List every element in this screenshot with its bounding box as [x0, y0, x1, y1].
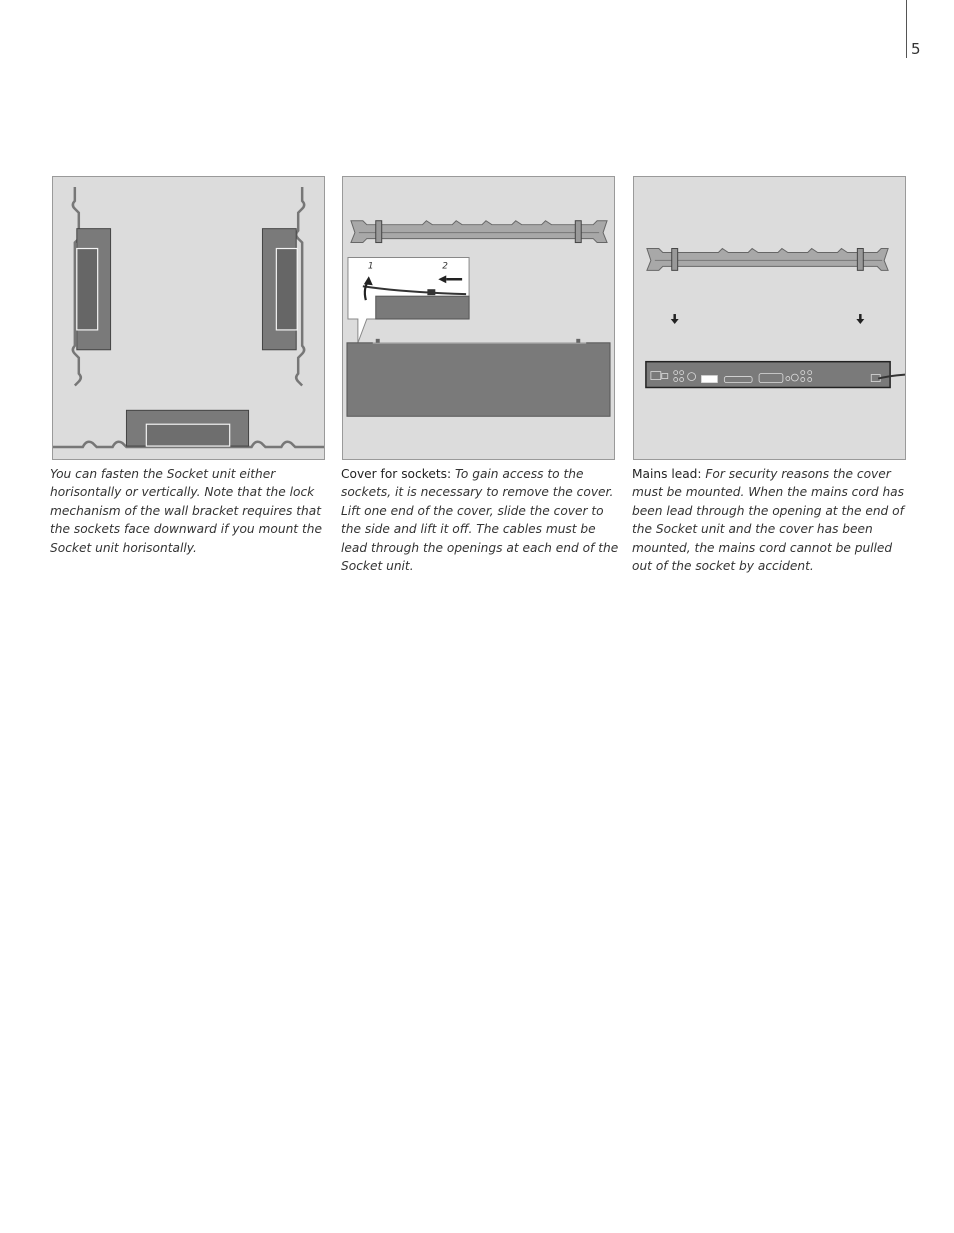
wall-bracket-rail — [351, 221, 607, 243]
step-label-1: 1 — [367, 261, 374, 272]
socket-unit-with-cover — [347, 343, 610, 416]
caption-body: For security reasons the cover must be mounted. When the mains cord has been lead through the opening at the end of the Socket unit and the cover has been mounted, the mains cord cannot be pulled out of the socket by accident. — [632, 467, 904, 574]
caption-cover — [341, 465, 621, 575]
caption-lead: Mains lead: — [632, 467, 702, 481]
socket-panel — [646, 362, 890, 388]
caption-lead: Cover for sockets: — [341, 467, 452, 481]
step-label-2: 2 — [442, 261, 448, 272]
left-unit-cover — [77, 249, 98, 330]
caption-body: You can fasten the Socket unit either horisontally or vertically. Note that the lock mechanism of the wall bracket requires that the sockets face downward if you mount the Socket unit horisontally. — [50, 467, 322, 555]
mounting-orientation-drawing — [53, 177, 324, 459]
page-edge-rule — [906, 0, 907, 58]
cover-clip-left — [376, 339, 380, 343]
illustration-mounting-orientation — [52, 176, 325, 460]
caption-mounting — [50, 465, 330, 557]
horizontal-unit-cover — [146, 424, 229, 446]
illustration-cover-removal — [342, 176, 615, 460]
detail-callout — [348, 257, 469, 342]
mains-lead-drawing — [634, 177, 905, 459]
down-arrow-icon — [671, 314, 679, 324]
caption-body: To gain access to the sockets, it is necessary to remove the cover. Lift one end of the cover, slide the cover to the side and lift it off. The cables must be lead through the openings at each end of the Socket unit. — [341, 467, 619, 574]
cover-removal-drawing — [343, 177, 614, 459]
cover-clip-right — [576, 339, 580, 343]
page-number: 5 — [911, 40, 921, 58]
wall-bracket-rail — [647, 249, 888, 271]
caption-mains-lead — [632, 465, 912, 575]
down-arrow-icon — [856, 314, 864, 324]
illustration-mains-lead — [633, 176, 906, 460]
right-unit-cover — [276, 249, 297, 330]
